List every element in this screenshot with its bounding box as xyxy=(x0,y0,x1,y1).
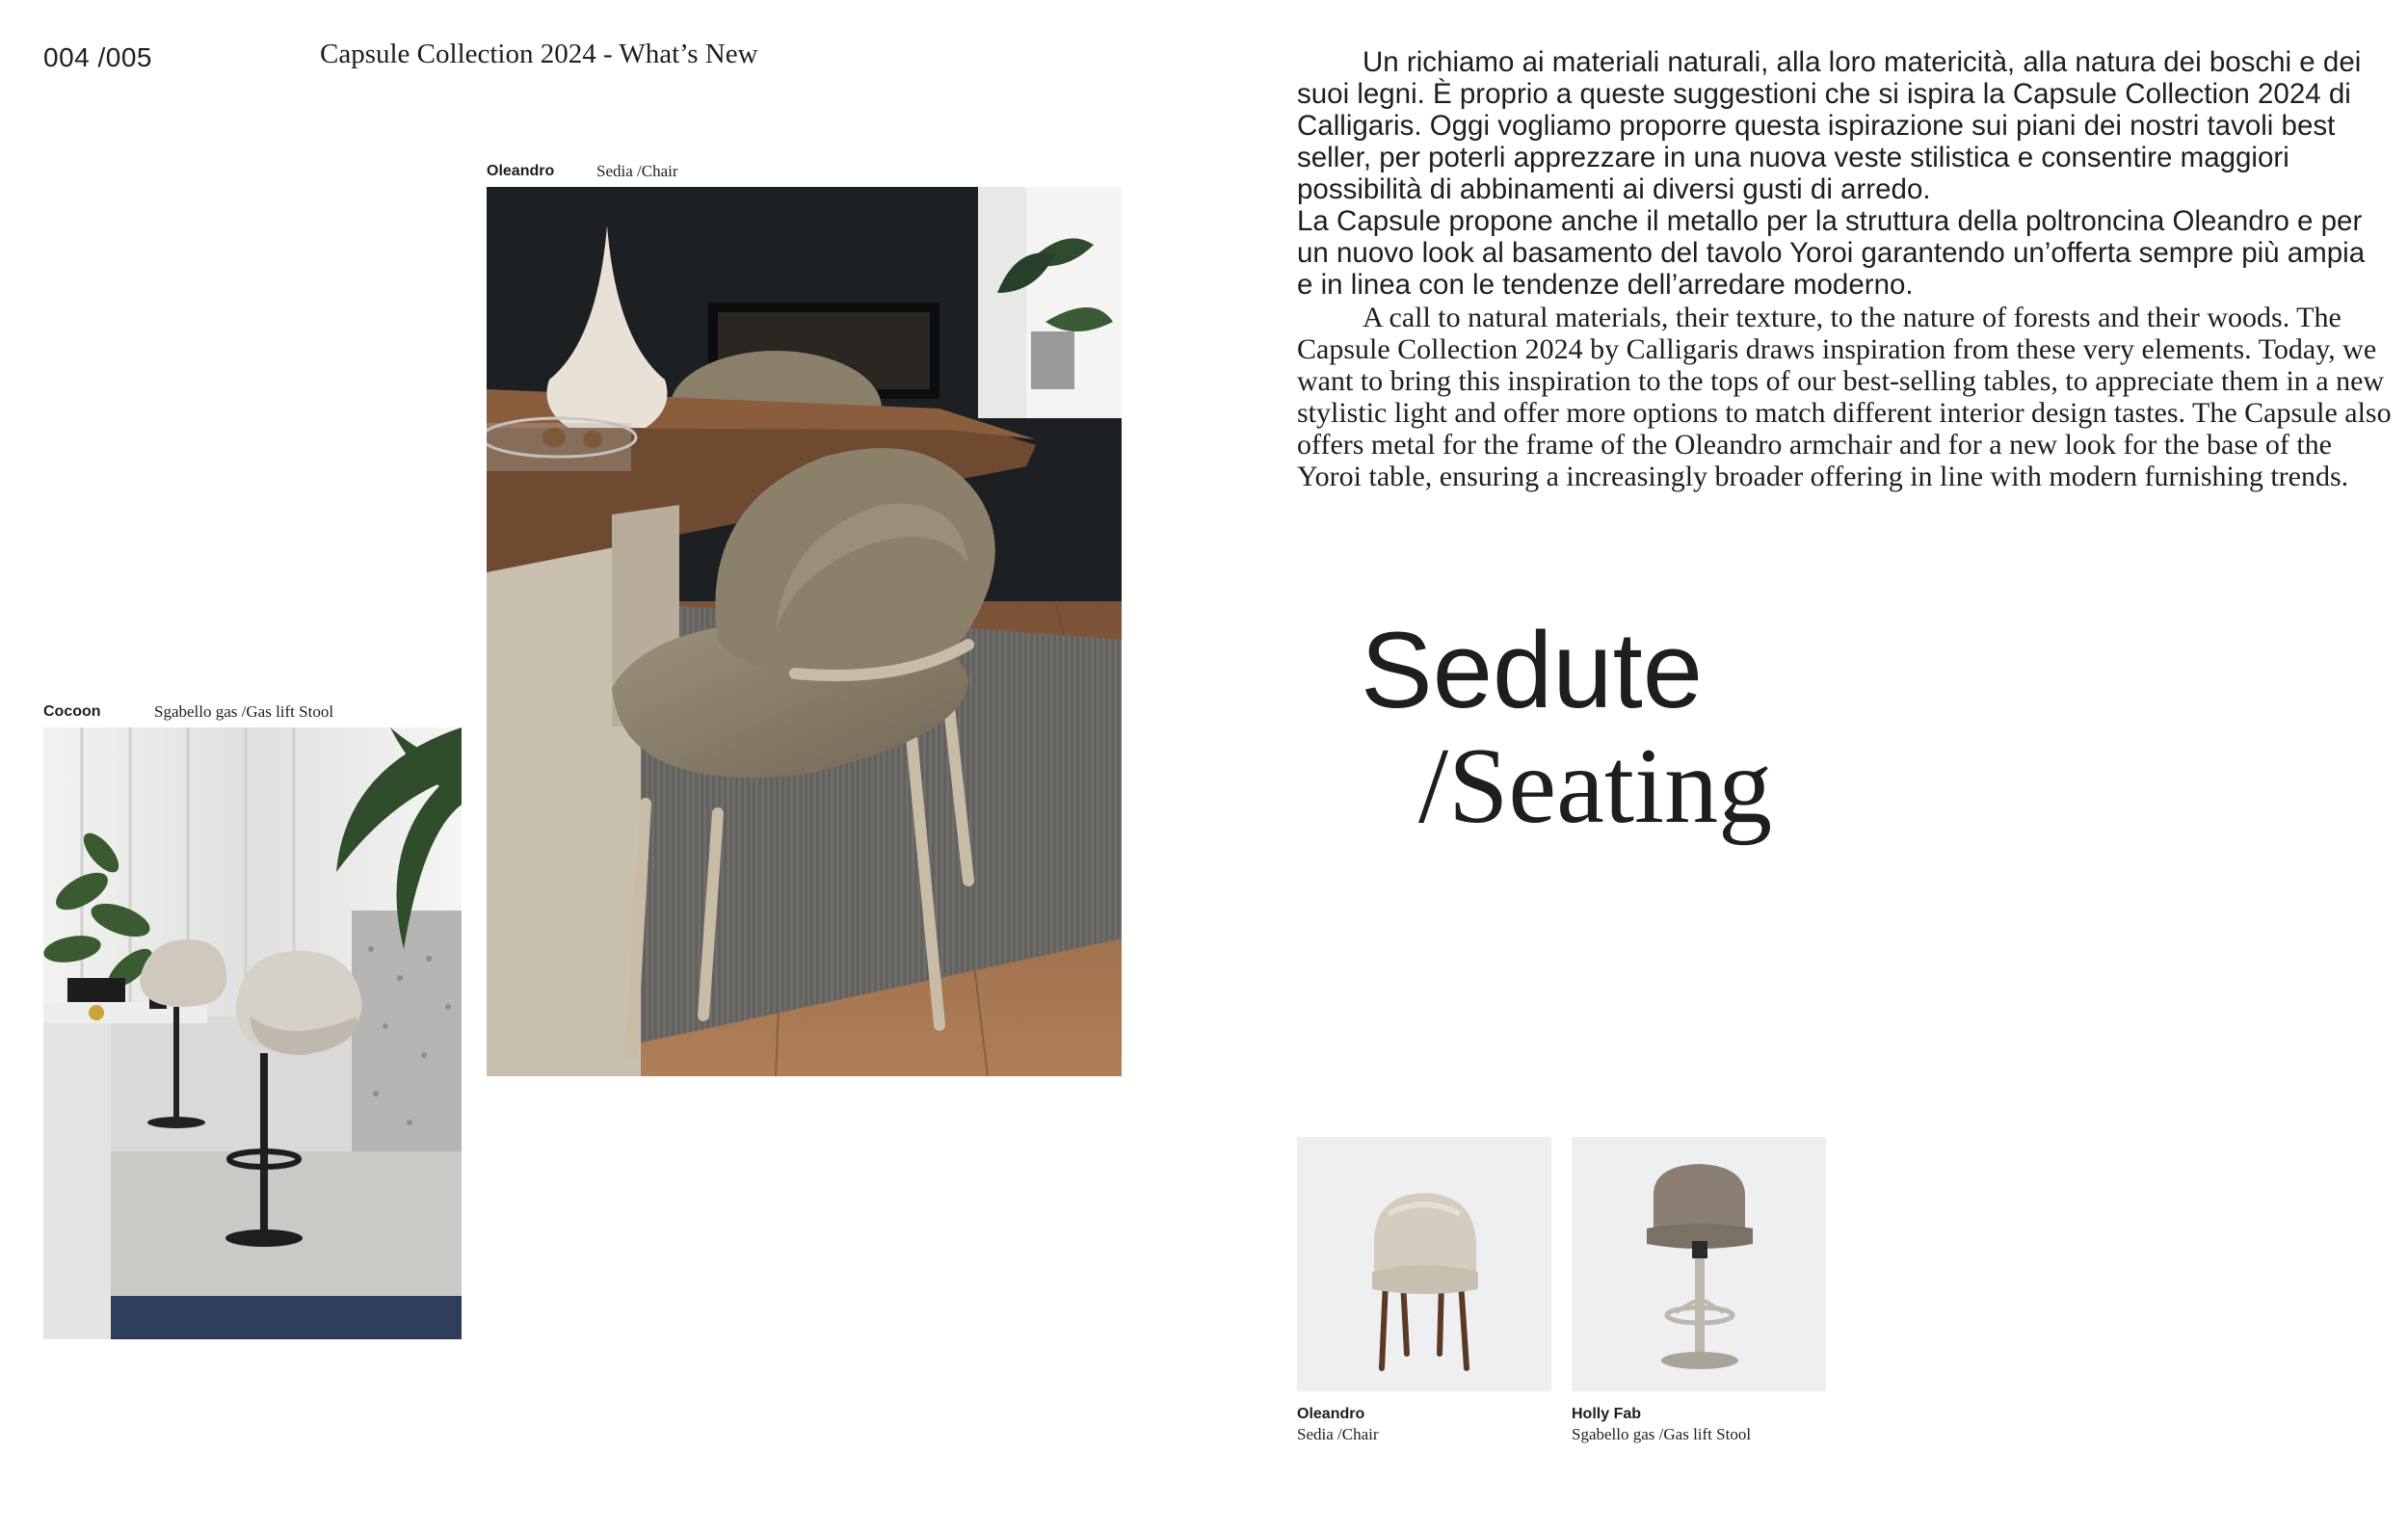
product-name-oleandro: Oleandro xyxy=(1297,1406,1365,1422)
intro-text-italian xyxy=(1297,46,2386,301)
oleandro-chair-image xyxy=(1297,1137,1551,1391)
intro-it-paragraph-1: Un richiamo ai materiali naturali, alla loro matericità, alla natura dei boschi e dei suoi legni. È proprio a queste suggestioni che si ispira la Capsule Collection 2024 di Calligaris. Oggi vogliamo proporre questa ispirazione sui piani dei nostri tavoli best seller, per poterli apprezzare in una nuova veste stilistica e consentire maggiori possibilità di abbinamenti ai diversi gusti di arredo. xyxy=(1297,46,2362,205)
holly-fab-stool-image xyxy=(1572,1137,1826,1391)
intro-text-english xyxy=(1297,302,2395,492)
oleandro-chair-photo xyxy=(487,187,1122,1076)
section-title-english: /Seating xyxy=(1418,726,1773,846)
page-number: 004 /005 xyxy=(43,42,152,72)
intro-it-paragraph-2: La Capsule propone anche il metallo per la struttura della poltroncina Oleandro e per un nuovo look al basamento del tavolo Yoroi garantendo un’offerta sempre più ampia e in linea con le tendenze dell’arredare moderno. xyxy=(1297,205,2366,301)
product-card-oleandro[interactable] xyxy=(1297,1137,1551,1391)
product-type-holly-fab: Sgabello gas /Gas lift Stool xyxy=(1572,1425,1752,1443)
header-title: Capsule Collection 2024 - What’s New xyxy=(320,39,758,69)
section-title-italian: Sedute xyxy=(1361,610,1703,730)
photo-caption-name-cocoon: Cocoon xyxy=(43,703,101,720)
photo-caption-type-oleandro: Sedia /Chair xyxy=(596,162,678,180)
photo-caption-name-oleandro: Oleandro xyxy=(487,163,555,179)
product-name-holly-fab: Holly Fab xyxy=(1572,1406,1642,1422)
product-card-holly-fab[interactable] xyxy=(1572,1137,1826,1391)
cocoon-stool-photo xyxy=(43,727,462,1339)
photo-caption-type-cocoon: Sgabello gas /Gas lift Stool xyxy=(154,702,334,721)
product-type-oleandro: Sedia /Chair xyxy=(1297,1425,1379,1443)
intro-en-paragraph: A call to natural materials, their texture, to the nature of forests and their woods. The Capsule Collection 2024 by Calligaris draws inspiration from these very elements. Today, we want to bring this inspiration to the tops of our best-selling tables, to appreciate them in a new stylistic light and offer more options to match different interior design tastes. The Capsule also offers metal for the frame of the Oleandro armchair and for a new look for the base of the Yoroi table, ensuring a increasingly broader offering in line with modern furnishing trends. xyxy=(1297,302,2392,492)
